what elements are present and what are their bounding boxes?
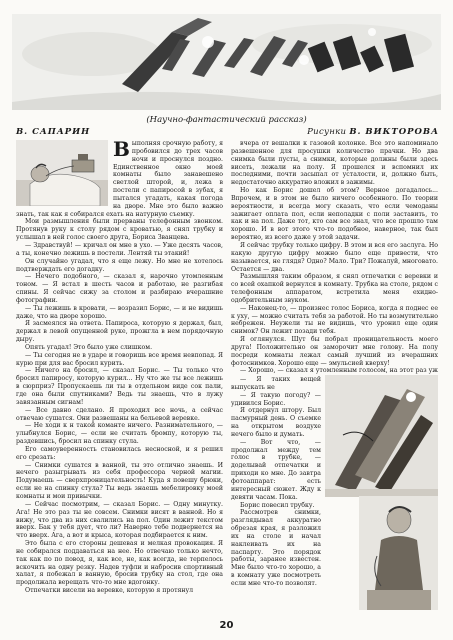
paragraph: — Сейчас посмотрим, — сказал Борис. — Одну минутку. Ага! Не это раз ты не совсем. Снимки висят в ванной. Но я вижу, что два из них свалились на пол. Один лежит текстом вверх. Бак у тебя дует, что ли? Наверно тебе подвернется на что вверх. Ага, а вот и крыса, которая подбирается к ним. xyxy=(16,500,223,540)
paragraph: — Я такую погоду? — удивился Борис. xyxy=(231,391,321,407)
paragraph: Я оглянулся. Шут бы побрал проницательность моего друга! Положительно он заморочит мне голову. На полу посреди комнаты лежал самый лучший из вчерашних фотоснимков. Хорошо еще — эмульсией кверху! xyxy=(231,336,438,367)
paragraph: — Наконец-то, — произнес голос Бориса, когда я поднес ее к уху, — можно считать тебя за работой. Но ты возмутительно небрежен. Неужели ты не видишь, что уронил еще один снимок? Он лежит позади тебя. xyxy=(231,304,438,336)
right-column xyxy=(231,140,438,610)
paragraph: Опять угадал! Это было уже слишком. xyxy=(25,343,153,351)
illustration-man-on-phone xyxy=(16,140,108,206)
paragraph: Борис повесил трубку. xyxy=(240,501,315,509)
paragraph: вчера от вешалки к газовой колонке. Все это напоминало развешенное для просушки количество прачки. Но два снимка были пусты, а снимки, которые должны были здесь висеть, лежали на полу. Я прошелся и вспомнил их последними, почти засыпал от усталости, и, должно быть, недостаточно аккуратно вложил в зажимы. xyxy=(231,140,438,187)
story-subtitle: (Научно-фантастический рассказ) xyxy=(146,115,307,125)
paragraph: Рассмотрев снимки, разглядывал аккуратно обрезая края, я разложил их на столе и начал наклеивать их на паспарту. Это порядок работы, заранее известен. Мне было что-то хорошо, а в комнату уже посмотреть если мне что-то позволят. xyxy=(231,509,321,587)
illustration-paper-rolls xyxy=(325,375,438,497)
paragraph: Мои размышления были прерваны телефонным звонком. Протянув руку к столу рядом с кроватью, я снял трубку и услышал в ней голос своего друга, Бориса Званцева. xyxy=(16,218,223,242)
paragraph: Но как Борис дошел об этом? Верное догадалось... Впрочем, и в этом не было ничего особенного. По теории вероятности, и всегда могу сказать, что если чемоданы зажигает оплата пол, если неполадки с поли заставить, то как и на пол. Даже тот, кто сам все знал, что все прошло там хорошо. И в вот этого что-то подобное, наверное, так был вероятно, из всего даже у этой задачи. xyxy=(231,187,438,242)
title-illustration xyxy=(12,14,441,110)
paragraph: — Ничего на бросил, — сказал Борис. — Ты только что бросил папиросу, которую курил... Ну что же ты все лежишь в сюрприз? Пропускаешь ли ты в отдельном виде сок пали, где она были спутниками? Ведь ты знаешь, что в лужу завязанным сигнам! xyxy=(16,367,223,406)
paragraph: — Ты сегодня не в ударе и говоришь все время невпопад. Я курю при для вас бросил курить. xyxy=(16,351,223,367)
paragraph: ыполняя срочную работу, я пробовился до трех часов ночи и проснулся поздно. Единственное окно моей комнаты было занавешено светлой шторой, и, лежа в постели с папиросой в зубах, я пытался угадать, какая погода на дворе. Мне это было важно знать, так как я собирался ехать на натурную съемку. xyxy=(16,140,223,218)
author-name xyxy=(16,127,90,137)
illustrator-prefix: Рисунки xyxy=(307,127,347,137)
paragraph: Я отдернул штору. Был пасмурный день. О съемке на открытом воздухе нечего было и думать. xyxy=(231,407,321,438)
paragraph: Он случайно угадал, что я еще лежу. Но мне не хотелось подтверждать его догадку. xyxy=(16,257,223,273)
illustration-seated-figure xyxy=(359,496,438,610)
paragraph: — Ты лежишь в кровати, — возразил Борис, — и не видишь даже, что на дворе хорошо. xyxy=(16,304,223,320)
left-column xyxy=(16,137,223,610)
right-column-narrow-text xyxy=(231,376,321,608)
paragraph: Отпечатки висели на веревке, которую я протянул xyxy=(25,587,194,595)
paragraph: Его самоуверенность становилась несносной, и я решил его срезать: xyxy=(16,445,223,461)
paragraph: Размышляя таким образом, я снял отпечатки с веревки и со всей охапкой вернулся в комнату. Трубка на столе, рядом с телефонным аппаратом, встретила меня ехидно-одобрительным звуком. xyxy=(231,273,438,304)
paragraph: — Вот что, — продолжал между тем голос в трубке, — доделывай отпечатки и приходи ко мне. До завтра фотоаппарат: есть интересный сюжет. Жду к девяти часам. Пока. xyxy=(231,438,321,501)
paragraph: — Хорошо, — сказал я утомленным голосом, на этот раз уж xyxy=(240,367,438,374)
illustrator-credit xyxy=(307,127,439,137)
author-label: В. САПАРИН xyxy=(16,127,91,137)
paragraph: — Все давно сделано. Я проходил все ночь, а сейчас отвечаю сушатся. Они развешаны на бельевой веревке. xyxy=(16,406,223,422)
paragraph: — Я таких вещей выпускать не xyxy=(231,376,321,391)
paragraph: Я сейчас трубку только цифру. В этом и вся его заслуга. Но какую другую цифру можно было еще привести, что называется, не глядя? Одно? Мало. Три? Пожалуй, многовато. Остается — два. xyxy=(231,241,438,273)
paragraph: Это была с его стороны дешевая и мелкая провокация. Я не собирался поддаваться на нее. Но отвечаю только нечто, так как по по повод, я, как все, не, как всегда, не терпелось вскочить на одну резку. Надев туфли и набросив спортивный халат, я побежал в ванную, бросив трубку на стол, где она продолжала верещать что-то мне вдогонку. xyxy=(16,540,223,587)
paragraph: Я засмеялся на ответа. Папироса, которую я держал, был, держал в левой опущенной руке, прожгла в нем порядочную дыру. xyxy=(16,320,223,344)
paragraph: — Снимки сушатся в ванной, ты это отлично знаешь. И нечего разыгрывать из себя профессора черной магии. Подумаешь — сверхпроницательность! Куда я повешу брюки, если не на спинку стула? Ты ведь знаешь мебелировку моей комнаты и мои привычки. xyxy=(16,461,223,500)
paragraph: — Нечего подобного, — сказал я, нарочно утомленным тоном. — Я встал в шесть часов и работаю, не разгибая спины. Я сейчас сижу за столом и разбираю вчерашние фотографии. xyxy=(16,273,223,304)
right-column-upper-text xyxy=(231,140,438,374)
page-number: 20 xyxy=(219,620,234,631)
paragraph: — Здравствуй! — кричал он мне в ухо. — Уже десять часов, а ты, конечно лежишь в постели. Лентяй ты этакий! xyxy=(16,241,223,257)
dropcap-letter: В xyxy=(113,137,130,161)
paragraph: — Не ходи к н такой команте ничего. Разнимательного, — улыбнулся Борис, — если не считать бромпу, которую ты, раздевшись, бросил на спинку стула. xyxy=(16,422,223,446)
illustrator-name: В. ВИКТОРОВА xyxy=(349,127,439,137)
illustration-art xyxy=(12,14,441,110)
